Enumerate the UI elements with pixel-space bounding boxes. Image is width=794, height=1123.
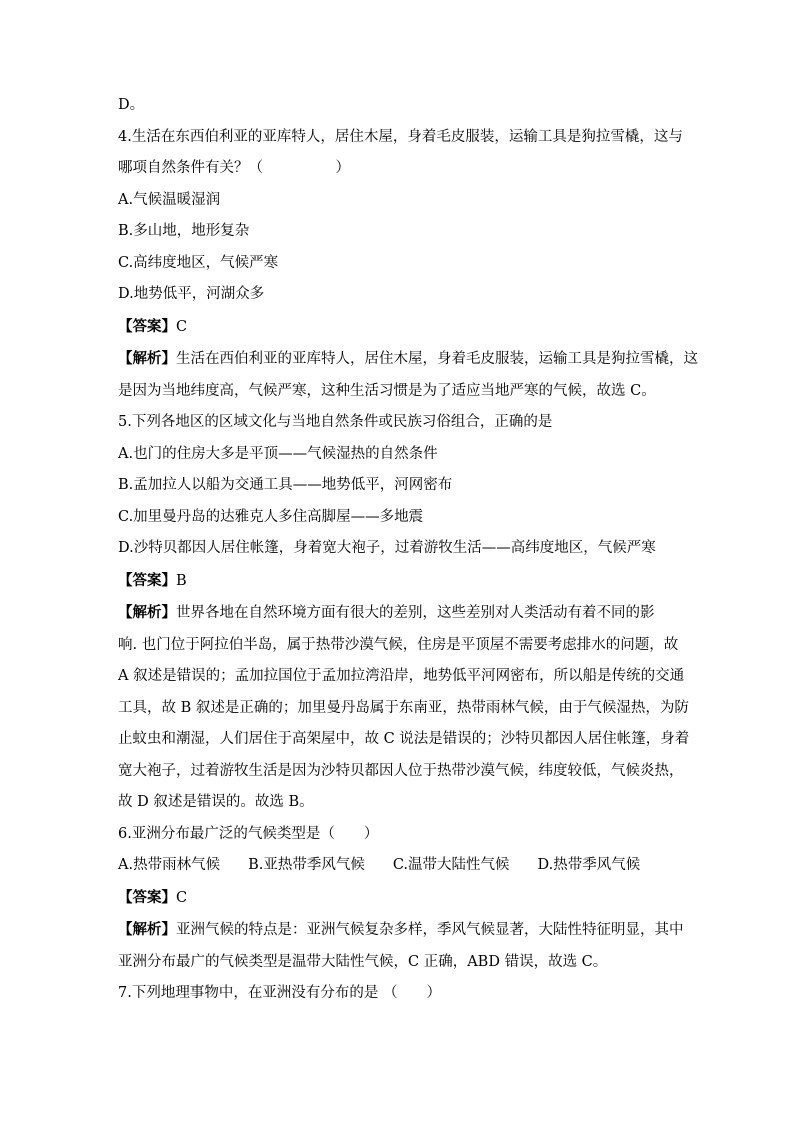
q4-option-d: D.地势低平，河湖众多: [118, 286, 265, 302]
q4-analysis-line-2: 是因为当地纬度高，气候严寒，这种生活习惯是为了适应当地严寒的气候，故选 C。: [118, 382, 656, 399]
q5-answer: [118, 565, 678, 598]
q4-option-a: A.气候温暖湿润: [118, 191, 221, 208]
q5-analysis-line-7: 故 D 叙述是错误的。故选 B。: [118, 794, 314, 810]
prev-answer-tail: D。: [118, 97, 145, 113]
q4-option-c: C.高纬度地区，气候严寒: [118, 254, 279, 271]
q5-option-b: B.孟加拉人以船为交通工具——地势低平，河网密布: [118, 477, 453, 493]
answer-tag: 【答案】: [118, 888, 176, 906]
q5-analysis-line-5: 止蚊虫和潮湿，人们居住于高架屋中，故 C 说法是错误的；沙特贝都因人居住帐篷，身着: [118, 731, 690, 747]
q4-option-b: B.多山地，地形复杂: [118, 223, 250, 239]
answer-tag: 【答案】: [118, 317, 176, 335]
q6-answer: [118, 882, 678, 915]
q5-analysis-line-3: A 叙述是错误的；孟加拉国位于孟加拉湾沿岸，地势低平河网密布，所以船是传统的交通: [118, 668, 685, 684]
q6-option-b: B.亚热带季风气候: [248, 857, 365, 873]
analysis-text: 生活在西伯利亚的亚库特人，居住木屋，身着毛皮服装，运输工具是狗拉雪橇，这: [176, 351, 698, 367]
q6-analysis-line-2: 亚洲分布最广的气候类型是温带大陆性气候，C 正确，ABD 错误，故选 C。: [118, 953, 608, 970]
answer-value: C: [176, 318, 188, 335]
answer-value: B: [176, 572, 187, 589]
q6-option-a: A.热带雨林气候: [118, 857, 221, 873]
q6-stem: 6.亚洲分布最广泛的气候类型是（ ）: [118, 825, 379, 842]
q7-stem: 7.下列地理事物中，在亚洲没有分布的是 （ ）: [118, 985, 441, 1001]
q5-analysis-line-6: 宽大袍子，过着游牧生活是因为沙特贝都因人位于热带沙漠气候，纬度较低，气候炎热，: [118, 762, 684, 779]
analysis-tag: 【解析】: [118, 921, 176, 938]
q5-analysis-line-2: 响. 也门位于阿拉伯半岛，属于热带沙漠气候，住房是平顶屋不需要考虑排水的问题，故: [118, 636, 679, 653]
q6-option-d: D.热带季风气候: [537, 857, 641, 873]
q4-stem-line-1: 4.生活在东西伯利亚的亚库特人，居住木屋，身着毛皮服装，运输工具是狗拉雪橇，这与: [118, 128, 683, 145]
answer-value: C: [176, 889, 188, 906]
q4-answer: [118, 311, 678, 344]
analysis-tag: 【解析】: [118, 604, 176, 621]
answer-tag: 【答案】: [118, 571, 176, 589]
q4-stem-line-2: 哪项自然条件有关？（ ）: [118, 160, 350, 176]
q5-analysis-line-1: [118, 597, 678, 630]
q6-analysis-line-1: [118, 914, 684, 947]
q5-stem: 5.下列各地区的区域文化与当地自然条件或民族习俗组合，正确的是: [118, 414, 553, 430]
q5-option-a: A.也门的住房大多是平顶——气候湿热的自然条件: [118, 445, 438, 462]
q5-option-c: C.加里曼丹岛的达雅克人多住高脚屋——多地震: [118, 508, 424, 525]
document-page: [118, 90, 698, 1010]
analysis-text: 亚洲气候的特点是：亚洲气候复杂多样，季风气候显著，大陆性特征明显，其中: [176, 922, 684, 938]
q6-option-c: C.温带大陆性气候: [392, 857, 510, 873]
analysis-tag: 【解析】: [118, 350, 176, 367]
q5-option-d: D.沙特贝都因人居住帐篷，身着宽大袍子，过着游牧生活——高纬度地区，气候严寒: [118, 540, 656, 556]
analysis-text: 世界各地在自然环境方面有很大的差别，这些差别对人类活动有着不同的影: [176, 605, 655, 621]
q5-analysis-line-4: 工具，故 B 叙述是正确的；加里曼丹岛属于东南亚，热带雨林气候，由于气候湿热，为防: [118, 699, 689, 716]
q4-analysis-line-1: [118, 343, 698, 376]
q6-options: [118, 850, 678, 882]
